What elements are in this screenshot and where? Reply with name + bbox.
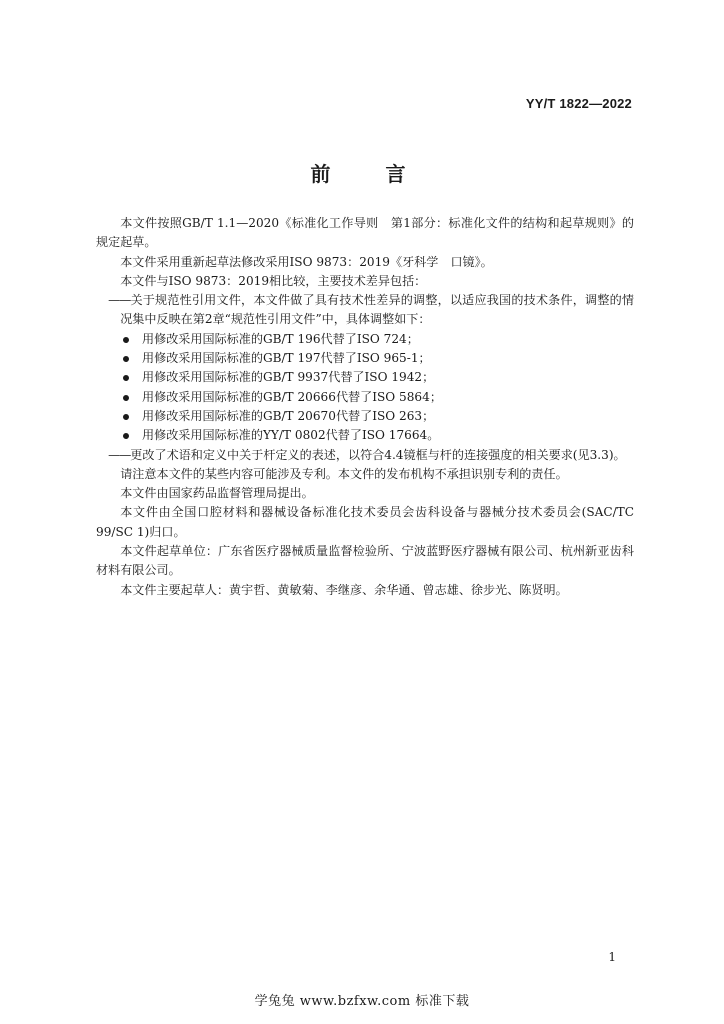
list-item-text: 用修改采用国际标准的YY/T 0802代替了ISO 17664。 xyxy=(142,428,440,443)
adoption-paragraph: 本文件采用重新起草法修改采用ISO 9873：2019《牙科学 口镜》。 xyxy=(120,254,493,269)
drafters-paragraph: 本文件主要起草人：黄宇哲、黄敏菊、李继彦、余华通、曾志雄、徐步光、陈贤明。 xyxy=(120,582,568,597)
reference-adjustment-list xyxy=(96,330,634,446)
difference-text: 更改了术语和定义中关于杆定义的表述，以符合4.4镜框与杆的连接强度的相关要求(见3.3)。 xyxy=(130,447,626,462)
document-body xyxy=(96,214,634,600)
differences-intro-paragraph: 本文件与ISO 9873：2019相比较，主要技术差异包括： xyxy=(120,273,427,288)
dash-mark: —— xyxy=(108,293,131,308)
page-number: 1 xyxy=(608,950,616,964)
bullet-icon xyxy=(123,337,129,343)
difference-item-definitions xyxy=(96,446,634,465)
difference-text: 关于规范性引用文件，本文件做了具有技术性差异的调整，以适应我国的技术条件，调整的情况集中反映在第2章“规范性引用文件”中，具体调整如下： xyxy=(120,293,634,327)
proposer-paragraph: 本文件由国家药品监督管理局提出。 xyxy=(120,486,314,501)
bullet-icon xyxy=(123,414,129,420)
bullet-icon xyxy=(123,395,129,401)
drafting-rule-paragraph: 本文件按照GB/T 1.1—2020《标准化工作导则 第1部分：标准化文件的结构和起草规则》的规定起草。 xyxy=(96,216,634,250)
list-item-text: 用修改采用国际标准的GB/T 9937代替了ISO 1942； xyxy=(142,370,435,385)
list-item-text: 用修改采用国际标准的GB/T 20670代替了ISO 263； xyxy=(142,408,435,423)
list-item-text: 用修改采用国际标准的GB/T 20666代替了ISO 5864； xyxy=(142,389,442,404)
list-item xyxy=(96,407,634,426)
dash-mark: —— xyxy=(108,447,131,462)
difference-item-references xyxy=(96,291,634,330)
bullet-icon xyxy=(123,375,129,381)
list-item xyxy=(96,426,634,445)
list-item xyxy=(96,388,634,407)
page-title: 前 言 xyxy=(310,162,430,186)
drafting-units-paragraph: 本文件起草单位：广东省医疗器械质量监督检验所、宁波蓝野医疗器械有限公司、杭州新亚齿科材料有限公司。 xyxy=(96,544,634,578)
list-item xyxy=(96,368,634,387)
patent-notice-paragraph: 请注意本文件的某些内容可能涉及专利。本文件的发布机构不承担识别专利的责任。 xyxy=(120,466,568,481)
footer-watermark: 学兔兔 www.bzfxw.com 标准下载 xyxy=(254,994,470,1009)
list-item xyxy=(96,349,634,368)
committee-paragraph: 本文件由全国口腔材料和器械设备标准化技术委员会齿科设备与器械分技术委员会(SAC/TC 99/SC 1)归口。 xyxy=(96,505,634,539)
bullet-icon xyxy=(123,433,129,439)
list-item-text: 用修改采用国际标准的GB/T 197代替了ISO 965-1； xyxy=(142,351,431,366)
standard-code: YY/T 1822—2022 xyxy=(525,96,632,111)
list-item-text: 用修改采用国际标准的GB/T 196代替了ISO 724； xyxy=(142,331,419,346)
bullet-icon xyxy=(123,356,129,362)
list-item xyxy=(96,330,634,349)
